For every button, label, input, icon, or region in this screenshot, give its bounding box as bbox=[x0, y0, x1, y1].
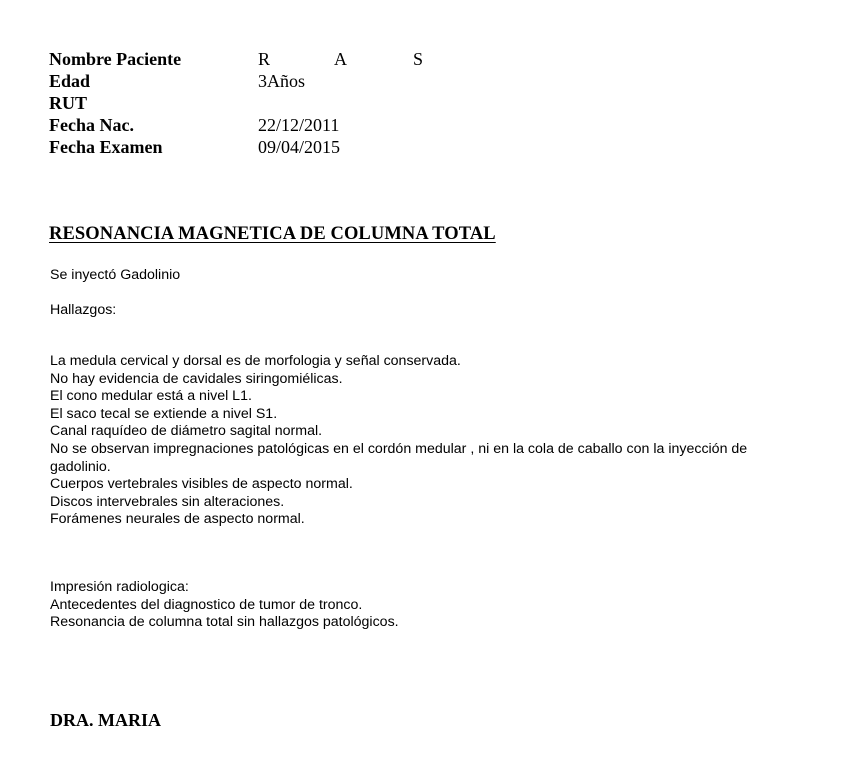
impression-heading: Impresión radiologica: bbox=[50, 579, 189, 595]
findings-list bbox=[50, 353, 747, 529]
patient-birthdate-label: Fecha Nac. bbox=[49, 115, 134, 135]
report-title: RESONANCIA MAGNETICA DE COLUMNA TOTAL bbox=[49, 224, 496, 244]
patient-name-label: Nombre Paciente bbox=[49, 49, 182, 69]
contrast-note: Se inyectó Gadolinio bbox=[50, 267, 181, 283]
physician-signature: DRA. MARIA bbox=[50, 710, 161, 730]
patient-name-initial: S bbox=[413, 49, 424, 69]
patient-name-initial: A bbox=[334, 49, 347, 69]
finding-line: El cono medular está a nivel L1. bbox=[50, 388, 252, 405]
finding-line: La medula cervical y dorsal es de morfologia y señal conservada. bbox=[50, 353, 461, 369]
patient-exam-date-value: 09/04/2015 bbox=[258, 137, 341, 157]
finding-line: gadolinio. bbox=[50, 458, 111, 475]
impression-line: Antecedentes del diagnostico de tumor de tronco. bbox=[50, 596, 363, 613]
patient-exam-date-label: Fecha Examen bbox=[49, 137, 163, 157]
finding-line: No hay evidencia de cavidales siringomiélicas. bbox=[50, 370, 343, 387]
patient-birthdate-value: 22/12/2011 bbox=[258, 115, 340, 135]
finding-line: Discos intervebrales sin alteraciones. bbox=[50, 493, 285, 510]
finding-line: El saco tecal se extiende a nivel S1. bbox=[50, 405, 278, 422]
finding-line: Canal raquídeo de diámetro sagital normal. bbox=[50, 423, 323, 440]
finding-line: Forámenes neurales de aspecto normal. bbox=[50, 511, 305, 528]
impression-block bbox=[50, 579, 399, 632]
patient-age-value: 3Años bbox=[258, 71, 306, 91]
finding-line: Cuerpos vertebrales visibles de aspecto normal. bbox=[50, 476, 353, 493]
patient-rut-label: RUT bbox=[49, 93, 88, 113]
finding-line: No se observan impregnaciones patológicas en el cordón medular , ni en la cola de caballo con la inyección de bbox=[50, 440, 748, 457]
findings-heading: Hallazgos: bbox=[50, 302, 117, 318]
patient-age-label: Edad bbox=[49, 71, 91, 91]
impression-line: Resonancia de columna total sin hallazgos patológicos. bbox=[50, 614, 399, 631]
patient-name-initial: R bbox=[258, 49, 271, 69]
